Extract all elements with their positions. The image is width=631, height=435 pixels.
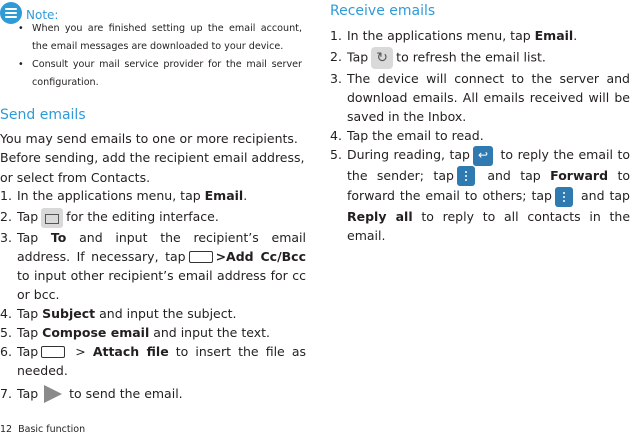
page-footer [0,424,85,435]
receive-step-5: 5. During reading, tap ↩ to reply the email to the sender; tap and tap Forward to forward the email to others; tap and tap Reply all to reply to all contacts in the email. [330,147,631,243]
footer-section: Basic function [18,424,86,435]
note-item: • When you are finished setting up the email account, the email messages are downloaded to your device. [18,20,302,56]
send-step-5: 5. Tap Compose email and input the text. [0,324,270,340]
send-step-3: 3. Tap To and input the recipient’s email address. If necessary, tap >Add Cc/Bcc to input other recipient’s email address for cc or bcc. [0,229,306,302]
receive-emails-heading: Receive emails [330,3,436,19]
send-emails-heading: Send emails [0,107,86,123]
send-intro-1: You may send emails to one or more recipients. [0,131,298,146]
page-number: 12 [0,424,13,435]
note-item: • Consult your mail service provider for the mail server configuration. [18,56,302,92]
receive-step-1: 1. In the applications menu, tap Email. [330,28,578,43]
send-steps [0,186,306,403]
overflow-menu-icon[interactable] [457,166,475,186]
receive-steps [330,26,630,245]
reply-icon[interactable]: ↩ [473,146,493,166]
receive-step-3: 3. The device will connect to the server and download emails. All emails received will be saved in the Inbox. [330,71,630,124]
refresh-icon[interactable]: ↻ [371,47,393,69]
receive-step-4: 4. Tap the email to read. [330,128,484,143]
note-title: Note: [26,7,59,22]
compose-icon[interactable] [41,208,63,228]
send-intro-2: Before sending, add the recipient email address, or select from Contacts. [0,150,305,185]
send-icon[interactable] [44,385,62,403]
send-step-2: 2. Tap for the editing interface. [0,207,306,228]
send-step-4: 4. Tap Subject and input the subject. [0,305,237,321]
send-step-7: 7. Tap to send the email. [0,384,306,404]
overflow-menu-icon[interactable] [555,187,573,207]
send-step-1: 1. In the applications menu, tap Email. [0,188,248,203]
menu-icon[interactable] [41,346,65,358]
note-list [18,20,302,92]
send-step-6: 6. Tap > Attach file to insert the file as needed. [0,343,306,378]
receive-step-2: 2. Tap ↻ to refresh the email list. [330,47,630,69]
menu-icon[interactable] [189,251,213,263]
